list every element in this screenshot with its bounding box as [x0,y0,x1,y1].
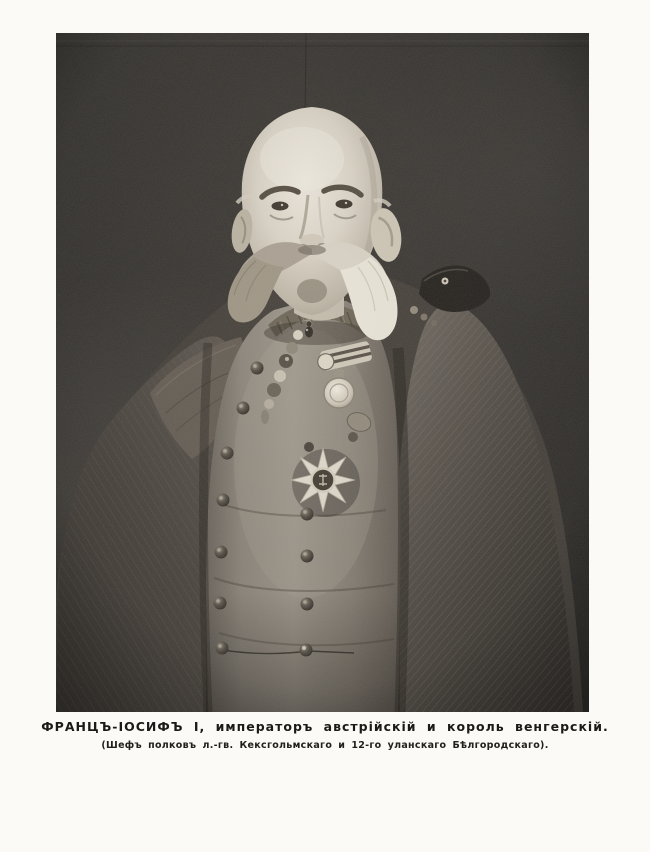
vignette-overlay [56,33,589,712]
caption-title: ФРАНЦЪ-ІОСИФЪ I, императоръ австрійскій и король венгерскій. [41,719,609,734]
plate-caption [0,719,650,751]
portrait-illustration [56,33,589,712]
portrait-photo [56,33,589,712]
caption-subtitle: (Шефъ полковъ л.-гв. Кексгольмскаго и 12-го уланскаго Бѣлгородскаго). [101,740,549,751]
